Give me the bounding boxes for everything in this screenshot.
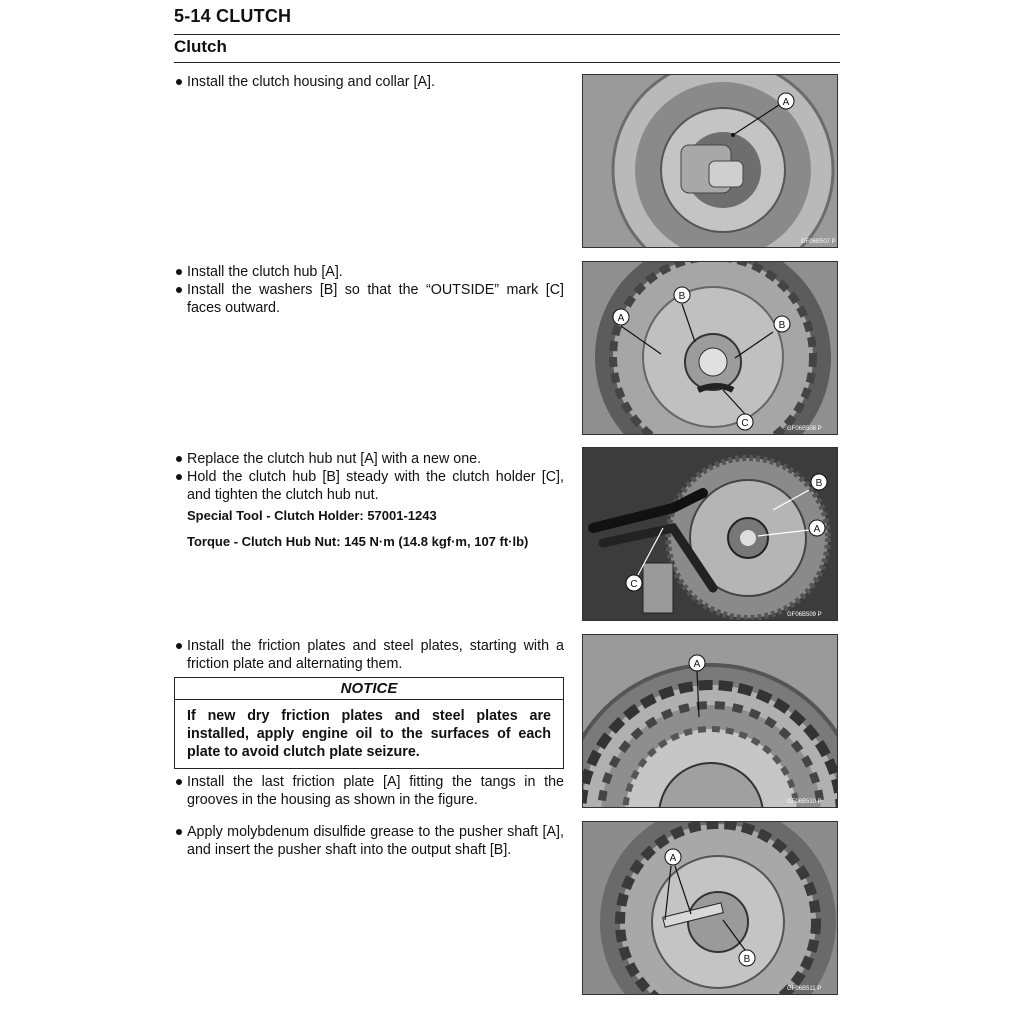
bullet-item: Install the washers [B] so that the “OUTSIDE” mark [C] faces outward.	[174, 281, 564, 317]
notice-box	[174, 677, 564, 769]
callout-label: B	[778, 320, 786, 331]
bullet-item: Install the clutch hub [A].	[174, 263, 564, 281]
figure-code: GF06B507 P	[801, 239, 836, 245]
bullet-item: Replace the clutch hub nut [A] with a new one.	[174, 450, 564, 468]
callout-label: B	[743, 954, 751, 965]
figure-code: GF06B510 P	[787, 799, 822, 805]
callout-label: A	[813, 524, 821, 535]
figure-clutch-housing	[582, 74, 838, 248]
notice-text: If new dry friction plates and steel plates are installed, apply engine oil to the surfaces of each plate to avoid clutch plate seizure.	[187, 708, 551, 760]
figure-friction-plates	[582, 634, 838, 808]
figure-pusher-shaft	[582, 821, 838, 995]
figure-clutch-holder	[582, 447, 838, 621]
step-housing	[174, 73, 564, 91]
bullet-item: Install the friction plates and steel plates, starting with a friction plate and alternating them.	[174, 637, 564, 673]
torque-spec: Torque - Clutch Hub Nut: 145 N·m (14.8 kgf·m, 107 ft·lb)	[187, 534, 529, 549]
callout-label: B	[678, 291, 686, 302]
callout-label: A	[669, 853, 677, 864]
bullet-item: Install the clutch housing and collar [A].	[174, 73, 564, 91]
figure-code: GF06B509 P	[787, 612, 822, 618]
step-pusher-shaft	[174, 823, 564, 859]
notice-title: NOTICE	[175, 678, 563, 700]
callout-label: B	[815, 478, 823, 489]
figure-code: GF06B511 P	[787, 986, 822, 992]
section-title: Clutch	[174, 37, 227, 56]
callout-label: A	[693, 659, 701, 670]
step-hub-nut	[174, 450, 564, 550]
section-rule	[174, 62, 840, 63]
bullet-item: Hold the clutch hub [B] steady with the clutch holder [C], and tighten the clutch hub nut.	[174, 468, 564, 504]
figure-code: GF06B508 P	[787, 426, 822, 432]
callout-label: A	[617, 313, 625, 324]
figure-clutch-hub	[582, 261, 838, 435]
callout-label: C	[630, 579, 638, 590]
special-tool-spec: Special Tool - Clutch Holder: 57001-1243	[187, 508, 437, 523]
step-plates	[174, 637, 564, 809]
bullet-item: Apply molybdenum disulfide grease to the pusher shaft [A], and insert the pusher shaft into the output shaft [B].	[174, 823, 564, 859]
header-rule	[174, 34, 840, 35]
page-title: 5-14 CLUTCH	[174, 6, 292, 26]
bullet-item: Install the last friction plate [A] fitting the tangs in the grooves in the housing as shown in the figure.	[174, 773, 564, 809]
step-hub	[174, 263, 564, 317]
callout-label: A	[782, 97, 790, 108]
callout-label: C	[741, 418, 749, 429]
